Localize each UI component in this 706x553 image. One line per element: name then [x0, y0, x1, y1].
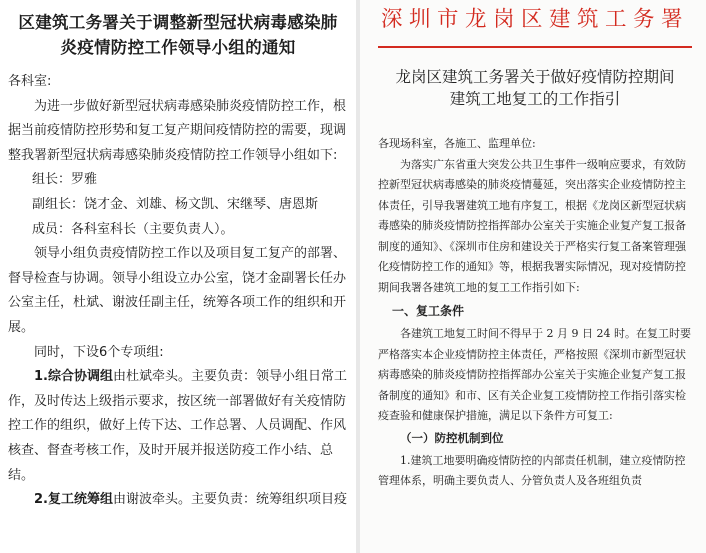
right-doc-intro-paragraph: 为落实广东省重大突发公共卫生事件一级响应要求，有效防控新型冠状病毒感染的肺炎疫情蔓延，突出落实企业疫情防控主体责任，引导我署建筑工地有序复工，根据《龙岗区新型冠状病毒感染的肺炎疫情防控指挥部办公室关于实施企业复产复工报备制度的通知》、《深圳市住房和建设关于严格实行复工备案管理强化疫情防控工作的通知》等，根据我署实际情况，现对疫情防控期间我署各建筑工地的复工工作指引如下: — [378, 157, 686, 294]
left-doc-leader: 组长：罗雅 — [32, 172, 98, 188]
left-doc-group2 — [8, 488, 348, 513]
left-doc-title — [8, 10, 348, 60]
left-doc-group1-text: 由杜斌牵头。主要负责：领导小组日常工作，及时传达上级指示要求，按区统一部署做好有关疫情防控工作的组织，做好上传下达、工作总署、人员调配、作风核查、督查考核工作，及时开展并报送防疫工作小结、总结。 — [8, 369, 347, 483]
right-doc-title-line2: 建筑工地复工的工作指引 — [449, 90, 621, 108]
left-doc-salutation: 各科室: — [8, 74, 52, 89]
left-doc-members: 成员：各科室科长（主要负责人）。 — [32, 221, 234, 237]
left-doc-title-line2: 炎疫情防控工作领导小组的通知 — [60, 38, 296, 57]
red-header-rule — [378, 46, 692, 48]
right-doc-conditions-paragraph: 各建筑工地复工时间不得早于 2 月 9 日 24 时。在复工时要严格落实本企业疫情防控主体责任，严格按照《深圳市新型冠状病毒感染的肺炎疫情防控指挥部办公室关于实施企业复产复工报备制度的通知》和市、区有关企业复工疫情防控工作指引落实检疫查验和健康保护措施，满足以下条件方可复工: — [378, 327, 691, 422]
left-doc-groups-intro: 同时，下设6个专项组: — [34, 344, 164, 360]
left-doc-office-paragraph: 领导小组负责疫情防控工作以及项目复工复产的部署、督导检查与协调。领导小组设立办公室，饶才金副署长任办公室主任，杜斌、谢波任副主任，统筹各项工作的组织和开展。 — [8, 246, 347, 335]
left-doc-group2-text: 由谢波牵头。主要负责：统筹组织项目疫 — [112, 492, 347, 508]
right-doc-org-header: 深圳市龙岗区建筑工务署 — [380, 7, 689, 32]
right-doc-title-line1: 龙岗区建筑工务署关于做好疫情防控期间 — [395, 68, 675, 86]
right-document-page — [360, 0, 706, 553]
left-doc-group1-name: 1.综合协调组 — [34, 369, 113, 385]
left-doc-group2-name: 2.复工统筹组 — [34, 492, 113, 508]
left-doc-intro-paragraph: 为进一步做好新型冠状病毒感染肺炎疫情防控工作，根据当前疫情防控形势和复工复产期间疫情防控的需要，现调整我署新型冠状病毒感染肺炎疫情防控工作领导小组如下: — [8, 98, 347, 163]
right-doc-salutation: 各现场科室，各施工、监理单位: — [378, 137, 536, 150]
right-doc-title — [378, 66, 692, 110]
left-doc-deputies: 副组长：饶才金、刘雄、杨文凯、宋继琴、唐恩斯 — [32, 196, 319, 212]
right-doc-subsection-heading: （一）防控机制到位 — [400, 430, 504, 445]
left-doc-title-line1: 区建筑工务署关于调整新型冠状病毒感染肺 — [18, 13, 338, 32]
right-doc-mechanism-paragraph: 1.建筑工地要明确疫情防控的内部责任机制，建立疫情防控管理体系，明确主要负责人、分管负责人及各班组负责 — [378, 453, 686, 487]
left-doc-group1 — [8, 365, 348, 488]
right-doc-section-heading: 一、复工条件 — [392, 304, 465, 318]
